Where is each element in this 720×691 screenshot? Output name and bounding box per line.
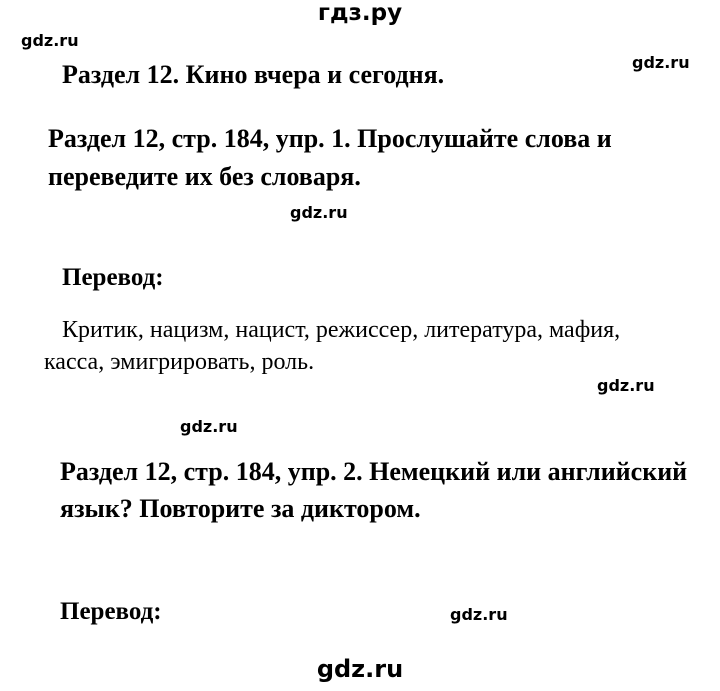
- site-header: гдз.ру: [317, 0, 403, 26]
- watermark: gdz.ru: [21, 31, 79, 50]
- watermark: gdz.ru: [632, 53, 690, 72]
- exercise1-title-line1: Раздел 12, стр. 184, упр. 1. Прослушайте слова и: [48, 124, 612, 153]
- exercise2-title-line1: Раздел 12, стр. 184, упр. 2. Немецкий или английский: [60, 457, 688, 486]
- exercise1-translation-line2: касса, эмигрировать, роль.: [44, 349, 315, 375]
- exercise1-title-line2: переведите их без словаря.: [48, 162, 361, 191]
- exercise2-title-line2: язык? Повторите за диктором.: [60, 494, 421, 523]
- exercise1-translation-line1: Критик, нацизм, нацист, режиссер, литература, мафия,: [62, 317, 621, 343]
- watermark: gdz.ru: [180, 417, 238, 436]
- watermark: gdz.ru: [597, 376, 655, 395]
- watermark: gdz.ru: [290, 203, 348, 222]
- watermark: gdz.ru: [450, 605, 508, 624]
- exercise2-translation-label: Перевод:: [60, 598, 162, 625]
- site-footer: gdz.ru: [316, 655, 404, 683]
- exercise1-translation-label: Перевод:: [62, 264, 164, 291]
- section-title: Раздел 12. Кино вчера и сегодня.: [62, 60, 445, 89]
